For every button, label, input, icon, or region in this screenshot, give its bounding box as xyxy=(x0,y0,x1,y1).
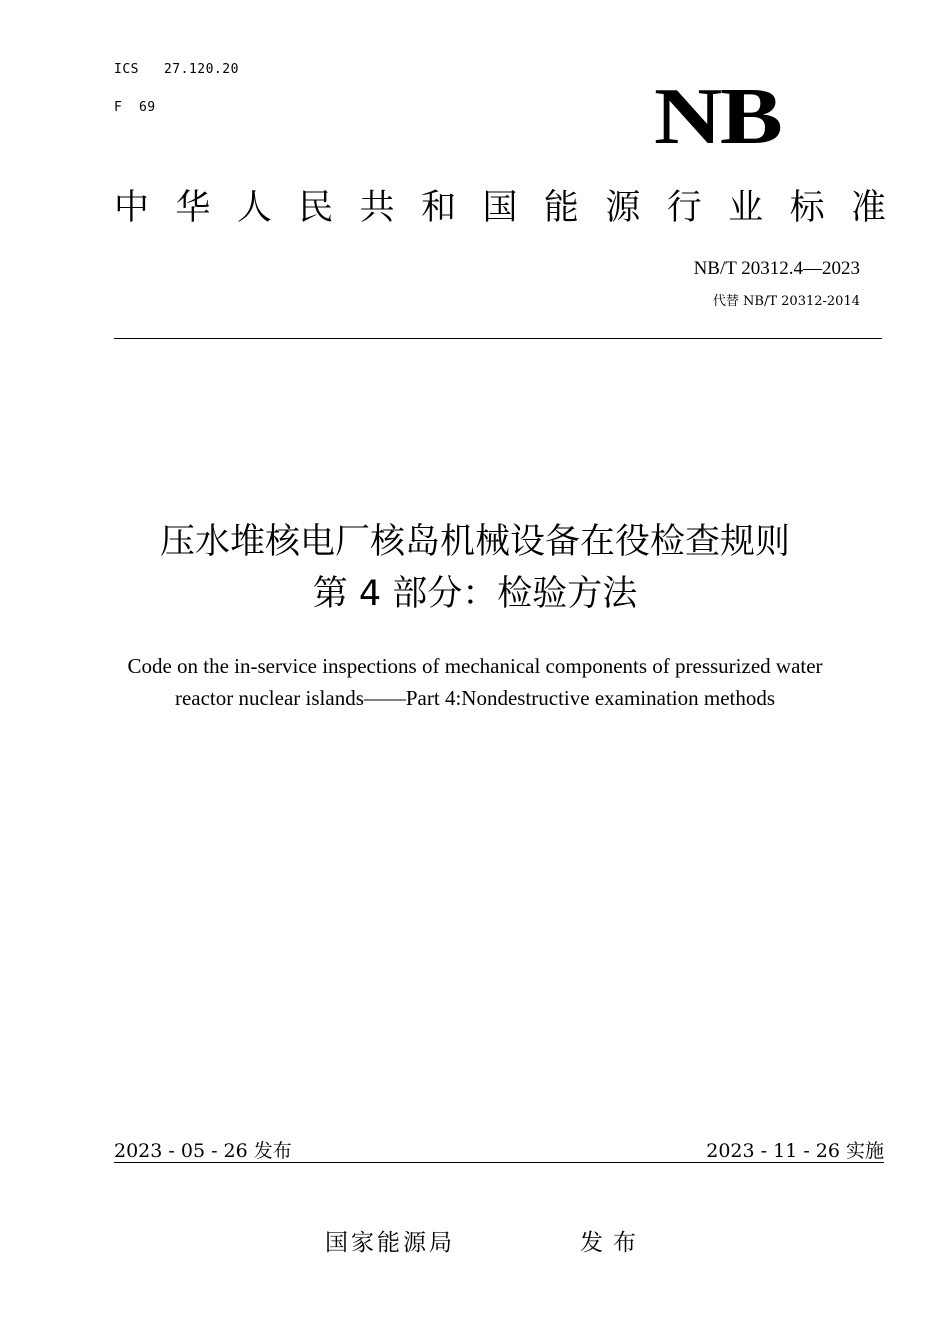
english-title xyxy=(0,650,950,714)
publisher: 国家能源局 xyxy=(325,1230,455,1256)
effective-date: 2023 - 11 - 26 实施 xyxy=(706,1140,884,1162)
ics-code: ICS 27.120.20 xyxy=(114,62,239,77)
english-title-line-1: Code on the in-service inspections of mechanical components of pressurized water xyxy=(127,654,823,678)
footer-divider xyxy=(114,1162,884,1163)
english-title-line-2: reactor nuclear islands——Part 4:Nondestructive examination methods xyxy=(174,686,776,710)
chinese-title xyxy=(0,516,950,620)
ccs-code: F 69 xyxy=(114,100,156,115)
header-divider xyxy=(114,338,882,339)
standard-category: 中华人民共和国能源行业标准 xyxy=(114,188,886,228)
nb-logo: NB xyxy=(654,73,781,161)
chinese-title-line-2: 第 4 部分：检验方法 xyxy=(312,574,638,614)
issue-label: 发布 xyxy=(580,1230,646,1256)
replaces-standard: 代替 NB/T 20312-2014 xyxy=(712,294,860,309)
issue-date: 2023 - 05 - 26 发布 xyxy=(114,1140,292,1162)
chinese-title-line-1: 压水堆核电厂核岛机械设备在役检查规则 xyxy=(159,522,790,562)
standard-number: NB/T 20312.4—2023 xyxy=(693,258,860,279)
